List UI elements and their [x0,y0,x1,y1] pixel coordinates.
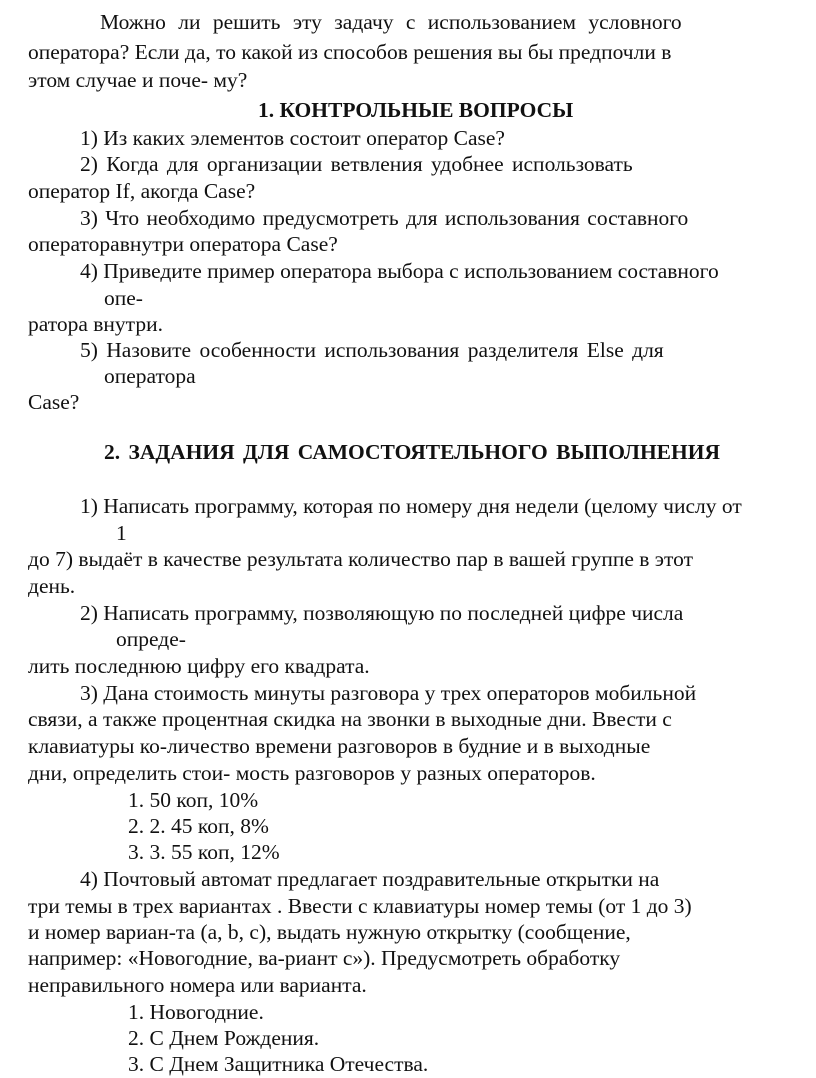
task-4-line-1: 4) Почтовый автомат предлагает поздравительные открытки на [80,867,660,891]
question-5-line-2: оператора [104,364,196,388]
question-3-line-2: операторавнутри оператора Case? [28,232,338,256]
question-5-line-1: 5) Назовите особенности использования разделителя Else для [80,338,664,362]
task-3-line-3: клавиатуры ко-личество времени разговоров в будние и в выходные [28,734,651,758]
question-4-line-2: опе- [104,286,143,310]
section1-heading: 1. КОНТРОЛЬНЫЕ ВОПРОСЫ [258,98,574,122]
task-4-option-1: 1. Новогодние. [128,1000,264,1024]
task-2-line-3: лить последнюю цифру его квадрата. [28,654,370,678]
task-2-line-2: опреде- [116,627,186,651]
question-4-line-3: ратора внутри. [28,312,163,336]
question-1: 1) Из каких элементов состоит оператор Case? [80,126,505,150]
task-1-line-2: 1 [116,521,127,545]
task-4-option-2: 2. С Днем Рождения. [128,1026,320,1050]
section2-heading: 2. ЗАДАНИЯ ДЛЯ САМОСТОЯТЕЛЬНОГО ВЫПОЛНЕНИЯ [104,440,720,464]
question-2-line-2: оператор If, акогда Case? [28,179,256,203]
question-4-line-1: 4) Приведите пример оператора выбора с использованием составного [80,259,719,283]
task-3-option-2: 2. 2. 45 коп, 8% [128,814,269,838]
task-1-line-4: день. [28,574,76,598]
task-3-line-4: дни, определить стои- мость разговоров у разных операторов. [28,761,596,785]
intro-line-3: этом случае и поче- му? [28,68,248,92]
task-3-line-2: связи, а также процентная скидка на звонки в выходные дни. Ввести с [28,707,672,731]
intro-line-2: оператора? Если да, то какой из способов решения вы бы предпочли в [28,40,672,64]
task-4-line-3: и номер вариан-та (a, b, c), выдать нужную открытку (сообщение, [28,920,631,944]
question-2-line-1: 2) Когда для организации ветвления удобнее использовать [80,152,633,176]
task-3-option-3: 3. 3. 55 коп, 12% [128,840,280,864]
intro-line-1-text: Можно ли решить эту задачу с использованием условного [100,10,682,34]
task-3-option-1: 1. 50 коп, 10% [128,788,259,812]
task-4-option-3: 3. С Днем Защитника Отечества. [128,1052,429,1076]
task-2-line-1: 2) Написать программу, позволяющую по последней цифре числа [80,601,684,625]
task-4-line-4: например: «Новогодние, ва-риант c»). Предусмотреть обработку [28,946,621,970]
task-4-line-5: неправильного номера или варианта. [28,973,367,997]
question-3-line-1: 3) Что необходимо предусмотреть для использования составного [80,206,689,230]
task-1-line-1: 1) Написать программу, которая по номеру дня недели (целому числу от [80,494,742,518]
task-3-line-1: 3) Дана стоимость минуты разговора у трех операторов мобильной [80,681,697,705]
question-5-line-3: Case? [28,390,80,414]
task-1-line-3: до 7) выдаёт в качестве результата количество пар в вашей группе в этот [28,547,693,571]
task-4-line-2: три темы в трех вариантах . Ввести с клавиатуры номер темы (от 1 до 3) [28,894,692,918]
